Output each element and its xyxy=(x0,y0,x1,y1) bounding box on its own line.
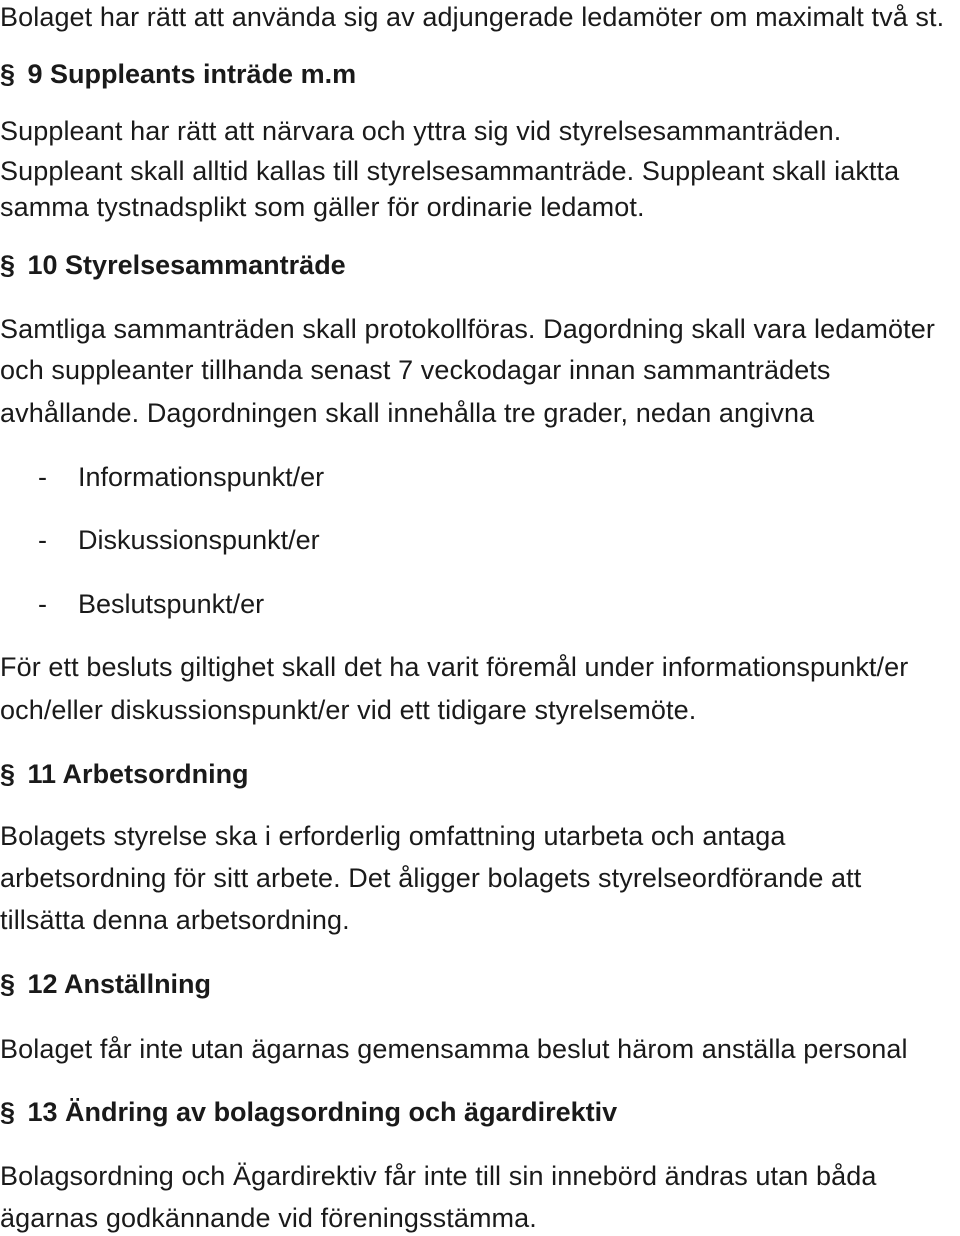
paragraph-line: ägarnas godkännande vid föreningsstämma. xyxy=(0,1203,537,1233)
paragraph-line: och/eller diskussionspunkt/er vid ett tidigare styrelsemöte. xyxy=(0,695,697,725)
section-title: 13 Ändring av bolagsordning och ägardirektiv xyxy=(27,1097,618,1127)
paragraph-line: samma tystnadsplikt som gäller för ordinarie ledamot. xyxy=(0,192,645,222)
section-title: 9 Suppleants inträde m.m xyxy=(27,59,357,89)
paragraph-line: Bolaget får inte utan ägarnas gemensamma beslut härom anställa personal xyxy=(0,1034,908,1064)
list-item-text: Beslutspunkt/er xyxy=(78,589,265,619)
section-title: 12 Anställning xyxy=(27,969,212,999)
list-item-text: Informationspunkt/er xyxy=(78,462,325,492)
section-13-heading xyxy=(0,1095,617,1129)
section-9-heading xyxy=(0,57,356,91)
list-marker: - xyxy=(38,525,47,555)
paragraph-line: Suppleant skall alltid kallas till styrelsesammanträde. Suppleant skall iaktta xyxy=(0,156,900,186)
section-symbol: § xyxy=(0,1097,16,1127)
paragraph-line: För ett besluts giltighet skall det ha varit föremål under informationspunkt/er xyxy=(0,652,909,682)
list-item xyxy=(0,523,320,557)
list-marker: - xyxy=(38,589,47,619)
paragraph-line: och suppleanter tillhanda senast 7 veckodagar innan sammanträdets xyxy=(0,355,831,385)
section-symbol: § xyxy=(0,969,16,999)
paragraph-line: arbetsordning för sitt arbete. Det åligger bolagets styrelseordförande att xyxy=(0,863,862,893)
intro-line: Bolaget har rätt att använda sig av adjungerade ledamöter om maximalt två st. xyxy=(0,2,945,32)
section-title: 10 Styrelsesammanträde xyxy=(27,250,346,280)
section-title: 11 Arbetsordning xyxy=(27,759,249,789)
paragraph-line: Samtliga sammanträden skall protokollföras. Dagordning skall vara ledamöter xyxy=(0,314,935,344)
list-item xyxy=(0,460,324,494)
list-marker: - xyxy=(38,462,47,492)
paragraph-line: Suppleant har rätt att närvara och yttra sig vid styrelsesammanträden. xyxy=(0,116,842,146)
paragraph-line: Bolagsordning och Ägardirektiv får inte till sin innebörd ändras utan båda xyxy=(0,1161,877,1191)
section-12-heading xyxy=(0,967,211,1001)
section-symbol: § xyxy=(0,250,16,280)
section-symbol: § xyxy=(0,59,16,89)
section-symbol: § xyxy=(0,759,16,789)
list-item xyxy=(0,587,264,621)
paragraph-line: tillsätta denna arbetsordning. xyxy=(0,905,350,935)
paragraph-line: avhållande. Dagordningen skall innehålla tre grader, nedan angivna xyxy=(0,398,815,428)
paragraph-line: Bolagets styrelse ska i erforderlig omfattning utarbeta och antaga xyxy=(0,821,786,851)
section-11-heading xyxy=(0,757,249,791)
list-item-text: Diskussionspunkt/er xyxy=(78,525,320,555)
section-10-heading xyxy=(0,248,346,282)
